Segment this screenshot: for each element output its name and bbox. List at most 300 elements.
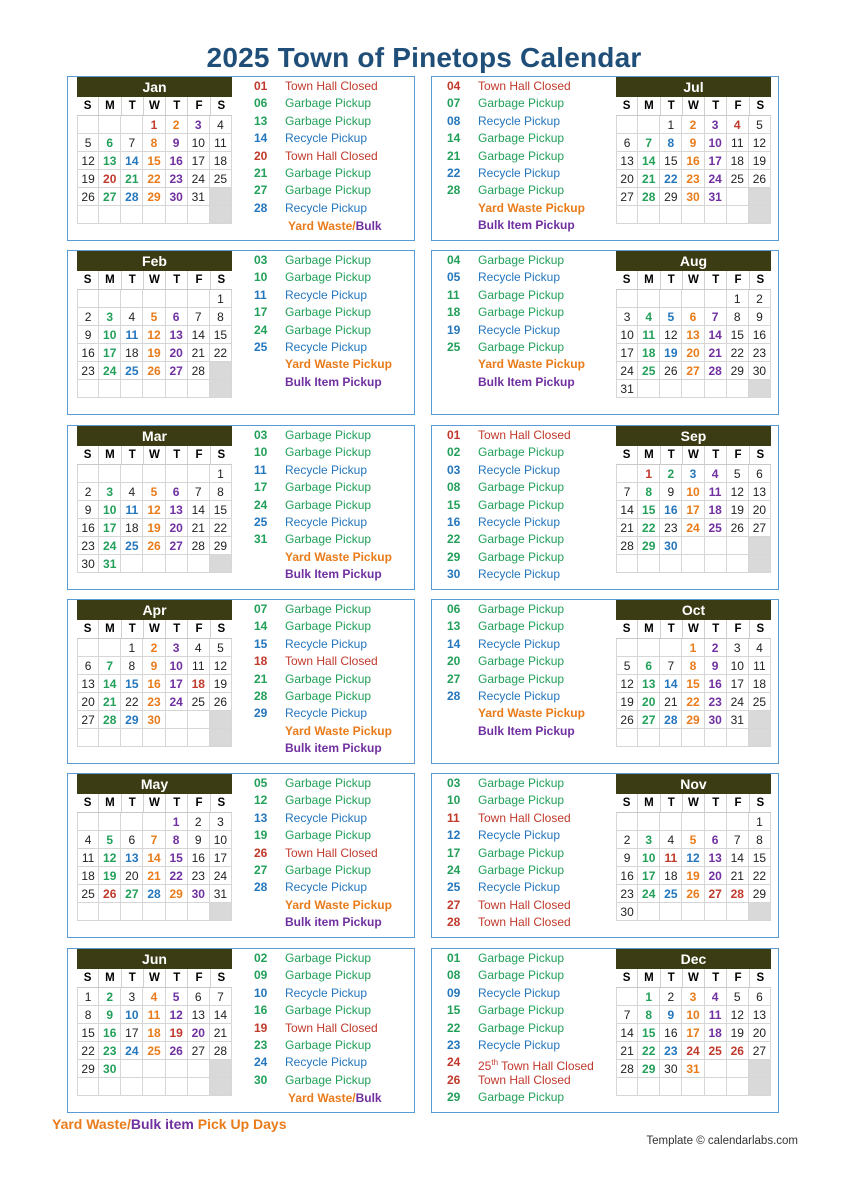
event-item xyxy=(254,705,434,722)
month-header: Mar xyxy=(77,426,232,446)
event-item xyxy=(447,217,627,234)
event-label: Recycle Pickup xyxy=(478,828,561,843)
empty-cell xyxy=(727,537,749,555)
event-label: Garbage Pickup xyxy=(285,322,372,337)
empty-cell xyxy=(166,206,188,224)
event-item xyxy=(254,514,434,531)
empty-cell xyxy=(210,555,232,573)
day-cell: 1 xyxy=(727,290,749,308)
day-cell: 20 xyxy=(77,693,99,711)
empty-cell xyxy=(682,729,704,747)
event-date: 30 xyxy=(254,1072,268,1087)
day-cell: 22 xyxy=(121,693,143,711)
day-cell: 9 xyxy=(682,134,704,152)
event-item xyxy=(254,95,434,112)
day-cell: 9 xyxy=(99,1006,121,1024)
day-cell: 12 xyxy=(210,657,232,675)
empty-cell xyxy=(210,206,232,224)
day-cell: 1 xyxy=(210,290,232,308)
event-date: 29 xyxy=(447,1090,461,1105)
event-date: 28 xyxy=(447,915,461,930)
day-cell: 11 xyxy=(727,134,749,152)
event-label: Bulk item Pickup xyxy=(285,915,382,930)
day-cell: 16 xyxy=(749,326,771,344)
event-item xyxy=(254,740,434,757)
event-item xyxy=(447,792,627,809)
day-cell: 26 xyxy=(166,1042,188,1060)
event-label: Recycle Pickup xyxy=(478,322,561,337)
month-block-jan xyxy=(67,76,415,241)
day-cell: 5 xyxy=(77,134,99,152)
day-cell: 28 xyxy=(660,711,682,729)
weekday-label: S xyxy=(749,97,771,115)
event-date: 23 xyxy=(447,1037,461,1052)
event-item xyxy=(447,845,627,862)
empty-cell xyxy=(143,465,165,483)
weekday-label: F xyxy=(726,97,748,115)
weekday-label: F xyxy=(187,97,209,115)
event-date: 28 xyxy=(254,688,268,703)
day-cell: 1 xyxy=(166,813,188,831)
day-cell: 29 xyxy=(143,188,165,206)
day-cell: 28 xyxy=(616,537,638,555)
event-label: Town Hall Closed xyxy=(285,654,378,669)
weekday-label: M xyxy=(98,446,120,464)
weekday-label: S xyxy=(622,623,631,635)
empty-cell xyxy=(660,729,682,747)
weekday-label: T xyxy=(704,794,726,812)
event-item xyxy=(254,636,434,653)
event-label: Garbage Pickup xyxy=(285,445,372,460)
empty-cell xyxy=(727,1060,749,1078)
empty-cell xyxy=(210,729,232,747)
event-date: 27 xyxy=(254,183,268,198)
day-cell: 3 xyxy=(638,831,660,849)
empty-cell xyxy=(749,711,771,729)
event-item xyxy=(254,444,434,461)
day-cell: 2 xyxy=(616,831,638,849)
empty-cell xyxy=(121,1060,143,1078)
event-date: 10 xyxy=(254,445,268,460)
day-cell: 21 xyxy=(99,693,121,711)
event-item xyxy=(254,653,434,670)
day-cell: 4 xyxy=(705,465,727,483)
mini-calendar xyxy=(77,251,232,398)
event-label: Garbage Pickup xyxy=(285,480,372,495)
day-cell: 11 xyxy=(143,1006,165,1024)
event-item xyxy=(447,653,627,670)
weekday-label: S xyxy=(622,100,631,112)
day-cell: 8 xyxy=(210,483,232,501)
day-cell: 17 xyxy=(616,344,638,362)
event-list xyxy=(447,950,627,1107)
weekday-label: F xyxy=(187,969,209,987)
day-cell: 24 xyxy=(188,170,210,188)
event-label: Recycle Pickup xyxy=(285,636,368,651)
event-label: Town Hall Closed xyxy=(478,897,571,912)
day-cell: 31 xyxy=(210,885,232,903)
mini-calendar xyxy=(616,426,771,573)
day-grid xyxy=(77,987,232,1096)
event-item xyxy=(447,1089,627,1106)
event-item xyxy=(254,1054,434,1071)
weekday-label: M xyxy=(637,97,659,115)
day-cell: 30 xyxy=(705,711,727,729)
weekday-label: W xyxy=(143,794,165,812)
weekday-label: M xyxy=(637,446,659,464)
day-cell: 4 xyxy=(705,988,727,1006)
day-cell: 25 xyxy=(143,1042,165,1060)
event-label: Recycle Pickup xyxy=(285,706,368,721)
day-cell: 5 xyxy=(143,483,165,501)
event-date: 03 xyxy=(447,776,461,790)
empty-cell xyxy=(638,813,660,831)
day-grid xyxy=(77,638,232,747)
day-cell: 5 xyxy=(99,831,121,849)
event-label: Garbage Pickup xyxy=(478,1090,565,1105)
empty-cell xyxy=(705,903,727,921)
day-cell: 16 xyxy=(77,344,99,362)
day-cell: 28 xyxy=(121,188,143,206)
event-date: 19 xyxy=(447,322,461,337)
event-item xyxy=(254,914,434,931)
event-item xyxy=(254,531,434,548)
event-date: 13 xyxy=(254,810,268,825)
event-date: 18 xyxy=(447,305,461,320)
day-cell: 18 xyxy=(210,152,232,170)
day-cell: 20 xyxy=(99,170,121,188)
event-label: Garbage Pickup xyxy=(285,305,372,320)
weekday-label: T xyxy=(704,969,726,987)
day-cell: 13 xyxy=(638,675,660,693)
day-cell: 2 xyxy=(660,465,682,483)
day-cell: 29 xyxy=(121,711,143,729)
day-cell: 4 xyxy=(121,308,143,326)
weekday-label: T xyxy=(165,620,187,638)
day-cell: 12 xyxy=(727,483,749,501)
event-item xyxy=(254,566,434,583)
month-header: Dec xyxy=(616,949,771,969)
day-cell: 1 xyxy=(638,465,660,483)
weekday-label: S xyxy=(83,797,92,809)
day-cell: 14 xyxy=(188,501,210,519)
event-date: 04 xyxy=(447,79,461,93)
day-grid xyxy=(77,289,232,398)
day-cell: 19 xyxy=(143,519,165,537)
day-cell: 27 xyxy=(616,188,638,206)
day-cell: 13 xyxy=(121,849,143,867)
event-item xyxy=(254,618,434,635)
day-cell: 26 xyxy=(77,188,99,206)
day-cell: 15 xyxy=(143,152,165,170)
month-header: Sep xyxy=(616,426,771,446)
empty-cell xyxy=(121,206,143,224)
empty-cell xyxy=(682,380,704,398)
event-item xyxy=(447,967,627,984)
day-cell: 24 xyxy=(682,1042,704,1060)
event-label: Recycle Pickup xyxy=(285,462,368,477)
mini-calendar xyxy=(616,600,771,747)
day-cell: 7 xyxy=(143,831,165,849)
day-cell: 2 xyxy=(77,308,99,326)
day-cell: 4 xyxy=(638,308,660,326)
event-date: 24 xyxy=(254,497,268,512)
empty-cell xyxy=(660,639,682,657)
event-item xyxy=(254,775,434,792)
event-item xyxy=(254,479,434,496)
month-header: Oct xyxy=(616,600,771,620)
weekday-label: F xyxy=(187,620,209,638)
empty-cell xyxy=(727,729,749,747)
day-cell: 6 xyxy=(166,483,188,501)
day-cell: 13 xyxy=(705,849,727,867)
event-date: 05 xyxy=(254,776,268,790)
weekday-row xyxy=(616,271,771,289)
month-header: Jul xyxy=(616,77,771,97)
day-cell: 14 xyxy=(727,849,749,867)
empty-cell xyxy=(99,813,121,831)
day-cell: 24 xyxy=(99,537,121,555)
legend-yard: Yard Waste xyxy=(52,1116,127,1132)
day-cell: 24 xyxy=(166,693,188,711)
event-item xyxy=(447,1002,627,1019)
weekday-label: M xyxy=(98,271,120,289)
day-cell: 20 xyxy=(616,170,638,188)
empty-cell xyxy=(660,903,682,921)
empty-cell xyxy=(121,1078,143,1096)
day-cell: 23 xyxy=(188,867,210,885)
event-item xyxy=(254,427,434,444)
day-cell: 10 xyxy=(210,831,232,849)
event-item xyxy=(254,497,434,514)
day-cell: 13 xyxy=(166,326,188,344)
weekday-label: M xyxy=(637,620,659,638)
event-item xyxy=(254,879,434,896)
day-cell: 22 xyxy=(143,170,165,188)
day-cell: 15 xyxy=(660,152,682,170)
legend-rest: Pick Up Days xyxy=(197,1116,287,1132)
event-date: 17 xyxy=(447,845,461,860)
event-date: 14 xyxy=(447,131,461,146)
empty-cell xyxy=(77,639,99,657)
day-cell: 10 xyxy=(166,657,188,675)
note-bulk: Bulk xyxy=(355,1091,382,1106)
day-cell: 25 xyxy=(121,362,143,380)
empty-cell xyxy=(705,729,727,747)
event-label: Garbage Pickup xyxy=(285,96,372,111)
event-item xyxy=(254,792,434,809)
day-cell: 26 xyxy=(749,170,771,188)
weekday-label: S xyxy=(749,620,771,638)
day-cell: 20 xyxy=(638,693,660,711)
weekday-label: M xyxy=(98,794,120,812)
mini-calendar xyxy=(616,77,771,224)
day-cell: 9 xyxy=(705,657,727,675)
weekday-label: W xyxy=(682,969,704,987)
day-cell: 19 xyxy=(99,867,121,885)
weekday-label: T xyxy=(704,271,726,289)
event-item xyxy=(447,636,627,653)
day-cell: 8 xyxy=(682,657,704,675)
weekday-label: M xyxy=(637,969,659,987)
event-label: Garbage Pickup xyxy=(285,270,372,285)
day-cell: 14 xyxy=(616,1024,638,1042)
day-cell: 17 xyxy=(121,1024,143,1042)
event-label: Yard Waste Pickup xyxy=(478,200,585,215)
empty-cell xyxy=(99,206,121,224)
day-cell: 2 xyxy=(77,483,99,501)
event-date: 14 xyxy=(447,636,461,651)
event-item xyxy=(254,148,434,165)
event-label: Garbage Pickup xyxy=(478,862,565,877)
mini-calendar xyxy=(77,77,232,224)
event-item xyxy=(447,182,627,199)
day-cell: 31 xyxy=(188,188,210,206)
day-cell: 28 xyxy=(705,362,727,380)
day-cell: 2 xyxy=(749,290,771,308)
weekday-label: T xyxy=(165,97,187,115)
month-header: Jun xyxy=(77,949,232,969)
event-date: 28 xyxy=(447,688,461,703)
day-cell: 17 xyxy=(638,867,660,885)
event-label: Garbage Pickup xyxy=(285,968,372,983)
weekday-label: T xyxy=(660,271,682,289)
event-date: 01 xyxy=(447,951,461,965)
day-grid xyxy=(616,115,771,224)
weekday-label: W xyxy=(682,97,704,115)
event-item xyxy=(447,269,627,286)
day-cell: 17 xyxy=(705,152,727,170)
event-label: Garbage Pickup xyxy=(478,619,565,634)
empty-cell xyxy=(749,903,771,921)
event-item xyxy=(254,688,434,705)
event-label: Bulk item Pickup xyxy=(285,741,382,756)
day-cell: 16 xyxy=(660,501,682,519)
day-cell: 30 xyxy=(660,1060,682,1078)
event-item xyxy=(254,356,434,373)
event-date: 28 xyxy=(447,183,461,198)
event-list xyxy=(447,78,627,235)
day-cell: 23 xyxy=(143,693,165,711)
event-label: Garbage Pickup xyxy=(285,671,372,686)
day-cell: 22 xyxy=(77,1042,99,1060)
empty-cell xyxy=(705,555,727,573)
empty-cell xyxy=(188,290,210,308)
event-label: Recycle Pickup xyxy=(478,462,561,477)
day-cell: 22 xyxy=(638,519,660,537)
event-item xyxy=(447,618,627,635)
weekday-row xyxy=(77,446,232,464)
weekday-label: T xyxy=(165,969,187,987)
weekday-label: T xyxy=(121,446,143,464)
day-cell: 16 xyxy=(188,849,210,867)
day-cell: 19 xyxy=(166,1024,188,1042)
day-cell: 29 xyxy=(166,885,188,903)
day-cell: 21 xyxy=(638,170,660,188)
event-label: Recycle Pickup xyxy=(285,810,368,825)
event-item xyxy=(447,252,627,269)
weekday-label: T xyxy=(660,446,682,464)
event-item xyxy=(254,845,434,862)
event-date: 11 xyxy=(447,810,460,825)
day-cell: 26 xyxy=(727,519,749,537)
day-cell: 23 xyxy=(77,537,99,555)
event-label: Garbage Pickup xyxy=(285,113,372,128)
empty-cell xyxy=(77,380,99,398)
day-cell: 13 xyxy=(77,675,99,693)
weekday-label: M xyxy=(637,271,659,289)
empty-cell xyxy=(99,465,121,483)
day-cell: 6 xyxy=(188,988,210,1006)
event-item xyxy=(447,113,627,130)
empty-cell xyxy=(121,903,143,921)
day-cell: 11 xyxy=(210,134,232,152)
event-label: Garbage Pickup xyxy=(285,253,372,267)
weekday-label: S xyxy=(622,274,631,286)
day-cell: 10 xyxy=(188,134,210,152)
event-label: Garbage Pickup xyxy=(478,183,565,198)
event-item xyxy=(447,531,627,548)
event-label: Recycle Pickup xyxy=(478,636,561,651)
empty-cell xyxy=(166,729,188,747)
weekday-label: S xyxy=(83,449,92,461)
empty-cell xyxy=(121,116,143,134)
empty-cell xyxy=(660,555,682,573)
event-list xyxy=(254,78,434,217)
day-cell: 24 xyxy=(616,362,638,380)
day-cell: 6 xyxy=(99,134,121,152)
event-label: Garbage Pickup xyxy=(478,339,565,354)
day-cell: 6 xyxy=(705,831,727,849)
day-cell: 27 xyxy=(749,1042,771,1060)
empty-cell xyxy=(77,1078,99,1096)
event-label: Town Hall Closed xyxy=(285,79,378,93)
event-item xyxy=(447,287,627,304)
event-label: Recycle Pickup xyxy=(478,567,561,582)
day-cell: 29 xyxy=(638,537,660,555)
yard-bulk-note xyxy=(288,1091,382,1105)
note-slash: / xyxy=(352,1091,356,1106)
day-cell: 7 xyxy=(705,308,727,326)
event-date: 12 xyxy=(447,828,461,843)
day-cell: 7 xyxy=(616,483,638,501)
day-cell: 11 xyxy=(749,657,771,675)
empty-cell xyxy=(99,903,121,921)
day-cell: 20 xyxy=(682,344,704,362)
event-date: 14 xyxy=(254,619,268,634)
day-cell: 30 xyxy=(166,188,188,206)
day-cell: 19 xyxy=(616,693,638,711)
day-cell: 15 xyxy=(210,501,232,519)
empty-cell xyxy=(705,1078,727,1096)
day-cell: 7 xyxy=(99,657,121,675)
event-label: Town Hall Closed xyxy=(478,810,571,825)
event-date: 10 xyxy=(254,270,268,285)
day-cell: 29 xyxy=(682,711,704,729)
weekday-label: M xyxy=(637,794,659,812)
day-cell: 8 xyxy=(660,134,682,152)
weekday-label: T xyxy=(704,446,726,464)
event-label: Recycle Pickup xyxy=(285,339,368,354)
empty-cell xyxy=(682,290,704,308)
event-label: Recycle Pickup xyxy=(478,113,561,128)
event-date: 03 xyxy=(254,428,268,442)
weekday-label: T xyxy=(660,97,682,115)
day-cell: 7 xyxy=(188,308,210,326)
event-label: Garbage Pickup xyxy=(285,793,372,808)
month-block-nov xyxy=(431,773,779,938)
day-cell: 20 xyxy=(166,519,188,537)
